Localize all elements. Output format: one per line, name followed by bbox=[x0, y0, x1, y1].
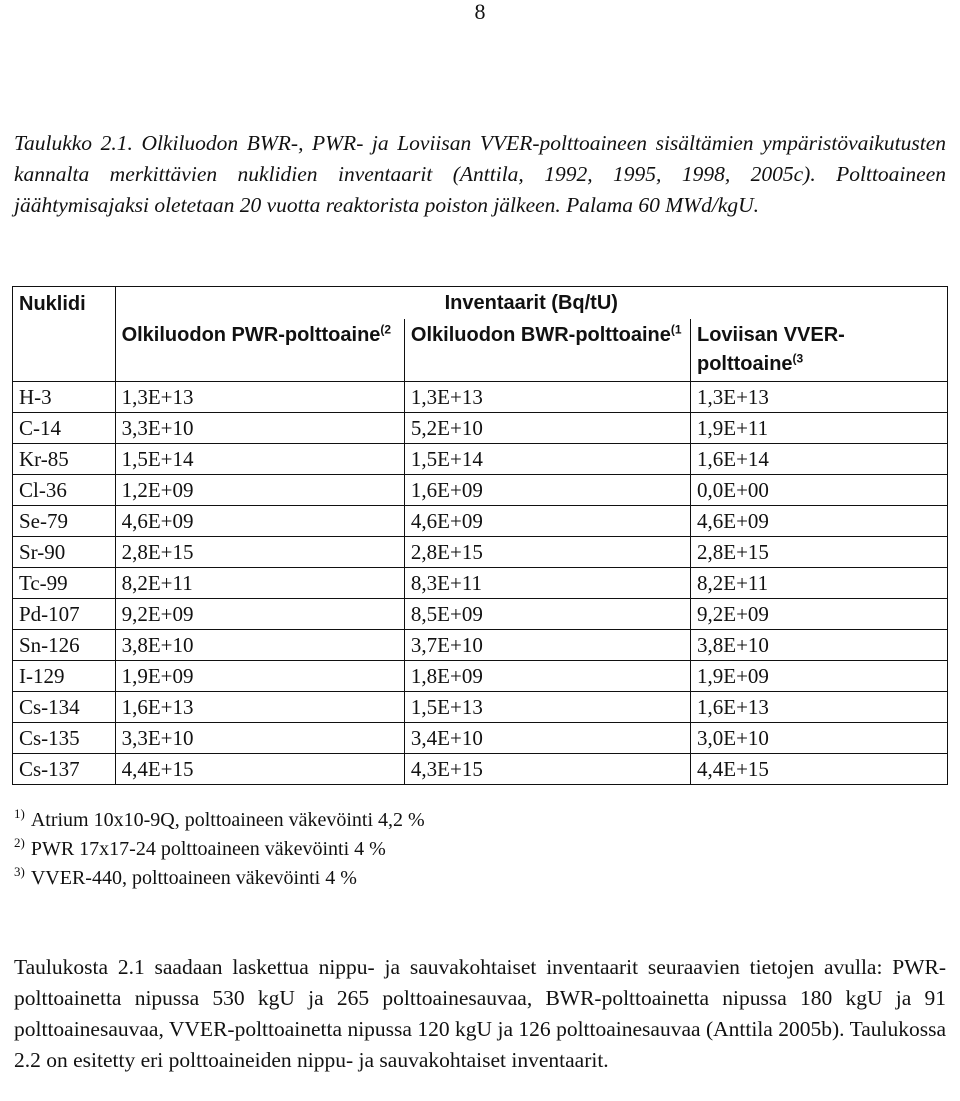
pwr-value-cell: 1,3E+13 bbox=[115, 382, 404, 413]
nuclide-cell: I-129 bbox=[13, 661, 116, 692]
bwr-value-cell: 1,6E+09 bbox=[404, 475, 690, 506]
bwr-value-cell: 4,3E+15 bbox=[404, 754, 690, 785]
bwr-value-cell: 1,5E+14 bbox=[404, 444, 690, 475]
vver-value-cell: 1,9E+11 bbox=[691, 413, 948, 444]
footnote-1 bbox=[14, 806, 914, 835]
pwr-column-note: (2 bbox=[380, 322, 392, 337]
table-row bbox=[13, 413, 948, 444]
footnote-2 bbox=[14, 835, 914, 864]
pwr-value-cell: 3,3E+10 bbox=[115, 723, 404, 754]
footnote-3-number: 3) bbox=[14, 864, 25, 880]
nuclide-cell: Cs-137 bbox=[13, 754, 116, 785]
pwr-value-cell: 2,8E+15 bbox=[115, 537, 404, 568]
nuclide-cell: Pd-107 bbox=[13, 599, 116, 630]
nuclide-cell: Cs-134 bbox=[13, 692, 116, 723]
table-row bbox=[13, 754, 948, 785]
pwr-value-cell: 3,3E+10 bbox=[115, 413, 404, 444]
bwr-value-cell: 8,5E+09 bbox=[404, 599, 690, 630]
pwr-value-cell: 8,2E+11 bbox=[115, 568, 404, 599]
nuclide-column-header: Nuklidi bbox=[13, 287, 116, 320]
vver-column-header bbox=[691, 319, 948, 382]
page-number: 8 bbox=[474, 0, 486, 24]
nuclide-cell: Sr-90 bbox=[13, 537, 116, 568]
footnote-3 bbox=[14, 864, 914, 893]
pwr-value-cell: 1,6E+13 bbox=[115, 692, 404, 723]
pwr-value-cell: 4,6E+09 bbox=[115, 506, 404, 537]
nuclide-cell: Cl-36 bbox=[13, 475, 116, 506]
table-row bbox=[13, 723, 948, 754]
caption-text: Olkiluodon BWR-, PWR- ja Loviisan VVER-polttoaineen sisältämien ympäristövaikutusten kannalta merkittävien nuklidien inventaarit (Anttila, 1992, 1995, 1998, 2005c). Polttoaineen jäähtymisajaksi oletetaan 20 vuotta reaktorista poiston jälkeen. Palama 60 MWd/kgU. bbox=[14, 131, 947, 217]
bwr-column-header bbox=[404, 319, 690, 382]
bwr-value-cell: 8,3E+11 bbox=[404, 568, 690, 599]
vver-value-cell: 0,0E+00 bbox=[691, 475, 948, 506]
body-paragraph: Taulukosta 2.1 saadaan laskettua nippu- ja sauvakohtaiset inventaarit seuraavien tietojen avulla: PWR-polttoainetta nipussa 530 kgU ja 265 polttoainesauvaa, BWR-polttoainetta nipussa 180 kgU ja 91 polttoainesauvaa, VVER-polttoainetta nipussa 120 kgU ja 126 polttoainesauvaa (Anttila 2005b). Taulukossa 2.2 on esitetty eri polttoaineiden nippu- ja sauvakohtaiset inventaarit. bbox=[14, 955, 946, 1072]
inventory-group-header: Inventaarit (Bq/tU) bbox=[115, 287, 947, 320]
pwr-value-cell: 1,5E+14 bbox=[115, 444, 404, 475]
table-row bbox=[13, 661, 948, 692]
bwr-value-cell: 2,8E+15 bbox=[404, 537, 690, 568]
bwr-value-cell: 1,3E+13 bbox=[404, 382, 690, 413]
table-row bbox=[13, 444, 948, 475]
vver-value-cell: 1,9E+09 bbox=[691, 661, 948, 692]
table-row bbox=[13, 506, 948, 537]
caption-label: Taulukko 2.1. bbox=[14, 131, 133, 155]
nuclide-cell: Se-79 bbox=[13, 506, 116, 537]
vver-value-cell: 4,4E+15 bbox=[691, 754, 948, 785]
pwr-value-cell: 4,4E+15 bbox=[115, 754, 404, 785]
nuclide-cell: H-3 bbox=[13, 382, 116, 413]
bwr-value-cell: 5,2E+10 bbox=[404, 413, 690, 444]
table-row bbox=[13, 630, 948, 661]
footnotes bbox=[14, 806, 914, 893]
pwr-value-cell: 1,9E+09 bbox=[115, 661, 404, 692]
table-row bbox=[13, 537, 948, 568]
nuclide-cell: Kr-85 bbox=[13, 444, 116, 475]
vver-column-label: Loviisan VVER-polttoaine bbox=[697, 324, 845, 375]
footnote-2-number: 2) bbox=[14, 835, 25, 851]
vver-value-cell: 1,3E+13 bbox=[691, 382, 948, 413]
footnote-1-number: 1) bbox=[14, 806, 25, 822]
table-row bbox=[13, 599, 948, 630]
footnote-3-text: VVER-440, polttoaineen väkevöinti 4 % bbox=[30, 867, 357, 889]
vver-column-note: (3 bbox=[792, 351, 804, 366]
inventory-table bbox=[12, 286, 948, 785]
pwr-value-cell: 1,2E+09 bbox=[115, 475, 404, 506]
inventory-table-body bbox=[13, 382, 948, 785]
nuclide-cell: Sn-126 bbox=[13, 630, 116, 661]
vver-value-cell: 3,8E+10 bbox=[691, 630, 948, 661]
vver-value-cell: 2,8E+15 bbox=[691, 537, 948, 568]
table-caption bbox=[14, 128, 946, 221]
vver-value-cell: 1,6E+13 bbox=[691, 692, 948, 723]
table-row bbox=[13, 382, 948, 413]
pwr-value-cell: 3,8E+10 bbox=[115, 630, 404, 661]
nuclide-cell: Cs-135 bbox=[13, 723, 116, 754]
bwr-value-cell: 3,4E+10 bbox=[404, 723, 690, 754]
pwr-value-cell: 9,2E+09 bbox=[115, 599, 404, 630]
nuclide-cell: Tc-99 bbox=[13, 568, 116, 599]
table-row bbox=[13, 692, 948, 723]
bwr-value-cell: 1,5E+13 bbox=[404, 692, 690, 723]
vver-value-cell: 9,2E+09 bbox=[691, 599, 948, 630]
bwr-value-cell: 4,6E+09 bbox=[404, 506, 690, 537]
vver-value-cell: 1,6E+14 bbox=[691, 444, 948, 475]
table-row bbox=[13, 568, 948, 599]
bwr-value-cell: 1,8E+09 bbox=[404, 661, 690, 692]
pwr-column-header bbox=[115, 319, 404, 382]
vver-value-cell: 3,0E+10 bbox=[691, 723, 948, 754]
bwr-column-label: Olkiluodon BWR-polttoaine bbox=[410, 324, 671, 346]
vver-value-cell: 4,6E+09 bbox=[691, 506, 948, 537]
pwr-column-label: Olkiluodon PWR-polttoaine bbox=[121, 324, 381, 346]
bwr-column-note: (1 bbox=[670, 322, 682, 337]
bwr-value-cell: 3,7E+10 bbox=[404, 630, 690, 661]
nuclide-cell: C-14 bbox=[13, 413, 116, 444]
nuclide-header-spacer bbox=[13, 319, 116, 382]
vver-value-cell: 8,2E+11 bbox=[691, 568, 948, 599]
table-row bbox=[13, 475, 948, 506]
footnote-2-text: PWR 17x17-24 polttoaineen väkevöinti 4 % bbox=[30, 838, 386, 860]
footnote-1-text: Atrium 10x10-9Q, polttoaineen väkevöinti 4,2 % bbox=[30, 809, 425, 831]
